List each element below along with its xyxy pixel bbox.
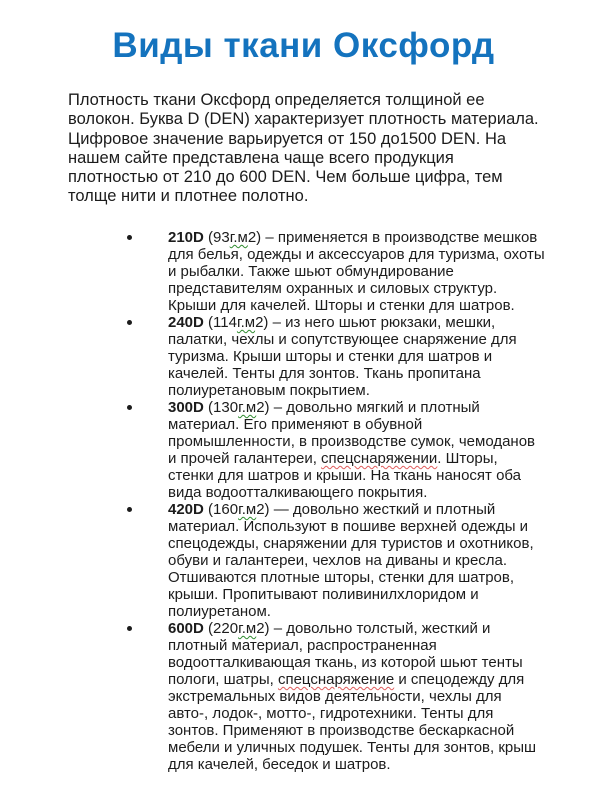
- density-label: 300D: [168, 398, 204, 416]
- text-segment: 2) — довольно жесткий и плотный материал. Используют в пошиве верхней одежды и спецодежды, снаряжении для туристов и охотников, обуви и галантереи, чехлов на диваны и кресла. Отшиваются плотные шторы, стенки для шатров, крыши. Пропитывают поливинилхлоридом и полиуретаном.: [168, 500, 534, 620]
- text-segment: г.м: [238, 500, 257, 518]
- text-segment: . Шторы, стенки для шатров и крыши. На ткань наносят оба вида водоотталкивающего покрытия.: [168, 449, 522, 501]
- list-item: [168, 314, 545, 399]
- text-segment: (114: [203, 313, 237, 331]
- text-segment: и спецодежду для экстремальных видов деятельности, чехлы для авто-, лодок-, мотто-, гидротехники. Тенты для зонтов. Применяют в производстве бескаркасной мебели и уличных подушек. Тенты для зонтов, крыш для качелей, беседок и шатров.: [168, 670, 537, 773]
- text-segment: спецснаряжении: [321, 449, 438, 467]
- page-title: Виды ткани Оксфорд: [112, 26, 495, 65]
- list-item: [168, 620, 545, 773]
- density-label: 420D: [168, 500, 204, 518]
- text-segment: (130: [203, 398, 239, 416]
- text-segment: (93: [203, 228, 230, 246]
- text-segment: 2) – довольно толстый, жесткий и плотный материал, распространенная водоотталкивающая ткань, из которой шьют тенты пологи, шатры,: [168, 619, 523, 688]
- list-item: [168, 229, 545, 314]
- fabric-density-list: [168, 229, 545, 773]
- text-segment: 2) – довольно мягкий и плотный материал. Его применяют в обувной промышленности, в производстве сумок, чемоданов и прочей галантереи,: [168, 398, 536, 467]
- text-segment: 2) – применяется в производстве мешков для белья, одежды и аксессуаров для туризма, охоты и рыбалки. Также шьют обмундирование представителям охранных и силовых структур. Крыши для качелей. Шторы и стенки для шатров.: [168, 228, 545, 314]
- density-label: 210D: [168, 228, 204, 246]
- text-segment: г.м: [236, 313, 256, 331]
- text-segment: г.м: [238, 619, 257, 637]
- text-segment: г.м: [238, 398, 257, 416]
- list-item: [168, 399, 545, 501]
- text-segment: 2) – из него шьют рюкзаки, мешки, палатки, чехлы и сопутствующее снаряжение для туризма. Крыши шторы и стенки для шатров и качелей. Тенты для зонтов. Ткань пропитана полиуретановым покрытием.: [168, 313, 517, 399]
- list-item: [168, 501, 545, 620]
- text-segment: (160: [203, 500, 239, 518]
- density-label: 240D: [168, 313, 204, 331]
- text-segment: спецснаряжение: [277, 670, 395, 688]
- text-segment: г.м: [229, 228, 248, 246]
- text-segment: (220: [203, 619, 239, 637]
- density-label: 600D: [168, 619, 204, 637]
- intro-paragraph: Плотность ткани Оксфорд определяется толщиной ее волокон. Буква D (DEN) характеризует плотность материала. Цифровое значение варьируется от 150 до1500 DEN. На нашем сайте представлена чаще всего продукция плотностью от 210 до 600 DEN. Чем больше цифра, тем толще нити и плотнее полотно.: [68, 91, 539, 206]
